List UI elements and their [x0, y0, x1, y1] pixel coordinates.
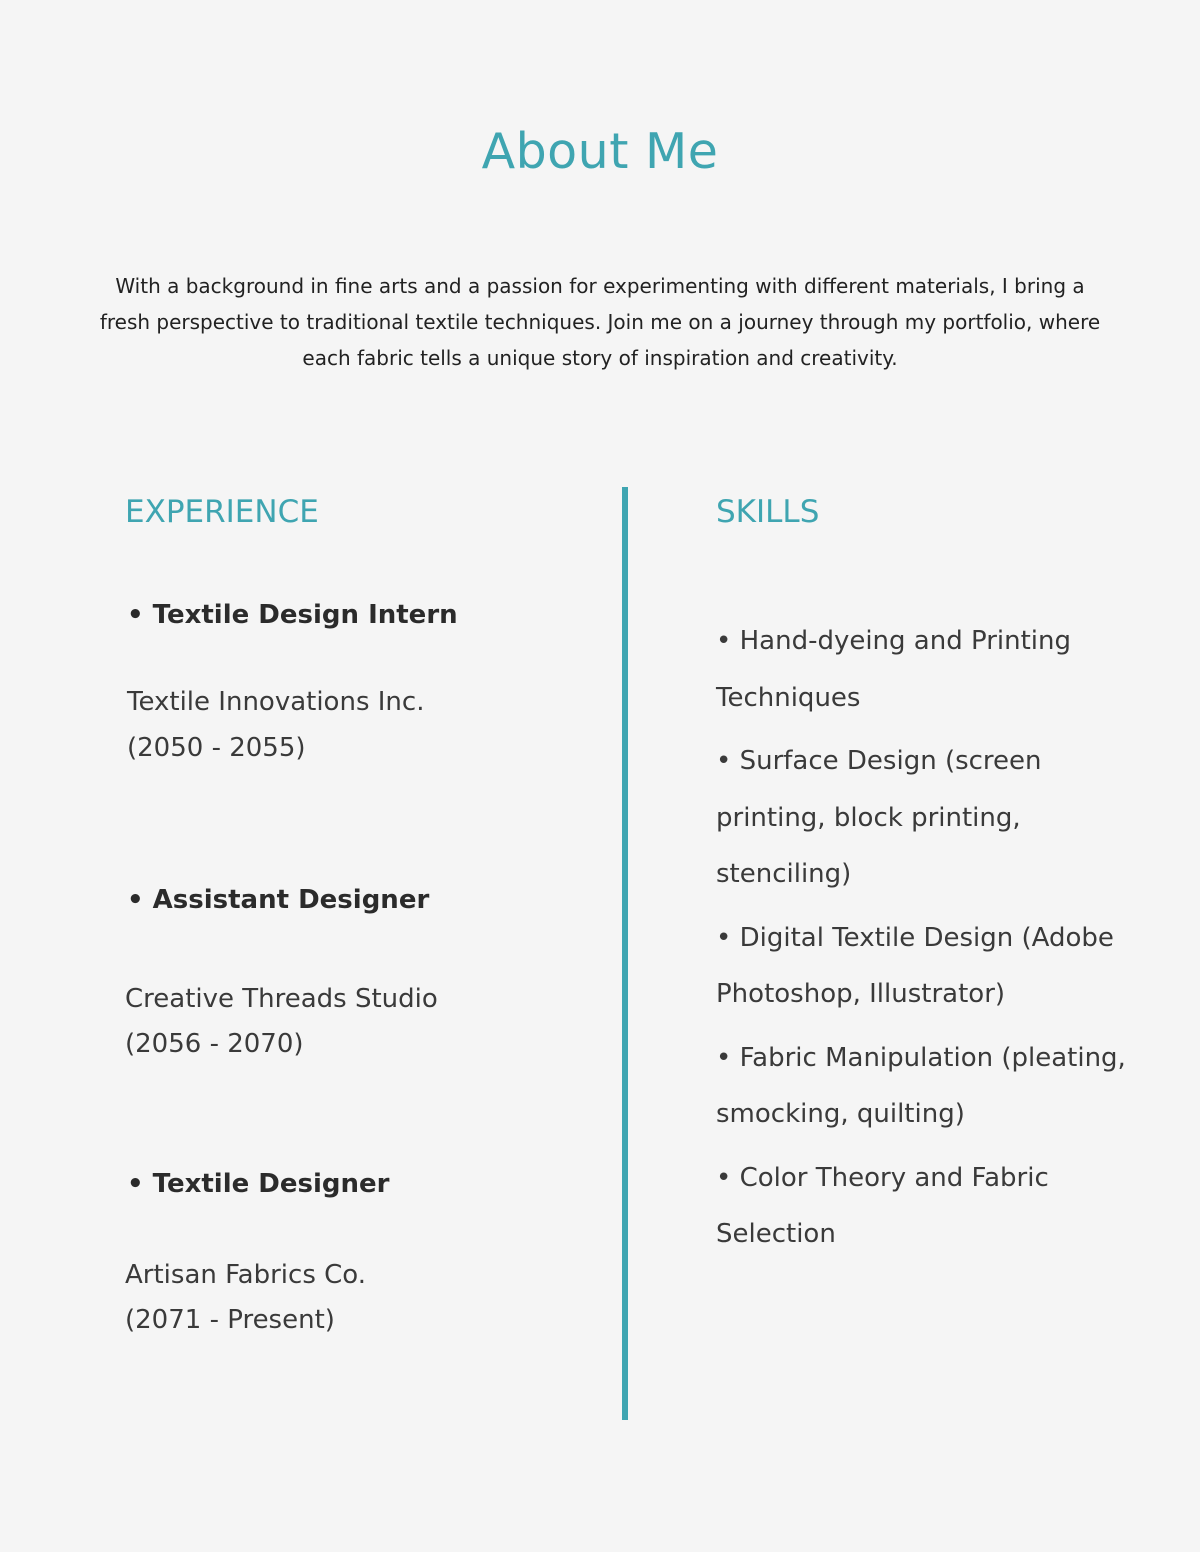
skill-item: • Fabric Manipulation (pleating, smocking, quilting) — [716, 1042, 1126, 1129]
experience-dates: (2050 - 2055) — [127, 733, 306, 763]
skills-list — [716, 613, 1136, 1270]
skill-item: • Surface Design (screen printing, block printing, stenciling) — [716, 746, 1042, 889]
skill-item: • Hand-dyeing and Printing Techniques — [716, 626, 1071, 713]
skill-item: • Color Theory and Fabric Selection — [716, 1162, 1049, 1249]
experience-company: Textile Innovations Inc. — [127, 687, 425, 717]
intro-paragraph: With a background in fine arts and a passion for experimenting with different materials, I bring a fresh perspective to traditional textile techniques. Join me on a journey through my portfolio, where each fabric tells a unique story of inspiration and creativity. — [99, 274, 1101, 370]
experience-dates: (2056 - 2070) — [125, 1029, 304, 1059]
experience-company: Artisan Fabrics Co. — [125, 1260, 367, 1290]
experience-company: Creative Threads Studio — [125, 984, 438, 1014]
experience-title: • Textile Designer — [127, 1169, 390, 1199]
experience-dates: (2071 - Present) — [125, 1305, 335, 1335]
column-divider — [622, 487, 628, 1420]
experience-heading: EXPERIENCE — [125, 494, 319, 530]
experience-title: • Textile Design Intern — [127, 600, 458, 630]
skill-item: • Digital Textile Design (Adobe Photoshop, Illustrator) — [716, 922, 1114, 1009]
page-title: About Me — [481, 123, 719, 180]
skills-heading: SKILLS — [716, 494, 820, 530]
experience-title: • Assistant Designer — [127, 885, 430, 915]
